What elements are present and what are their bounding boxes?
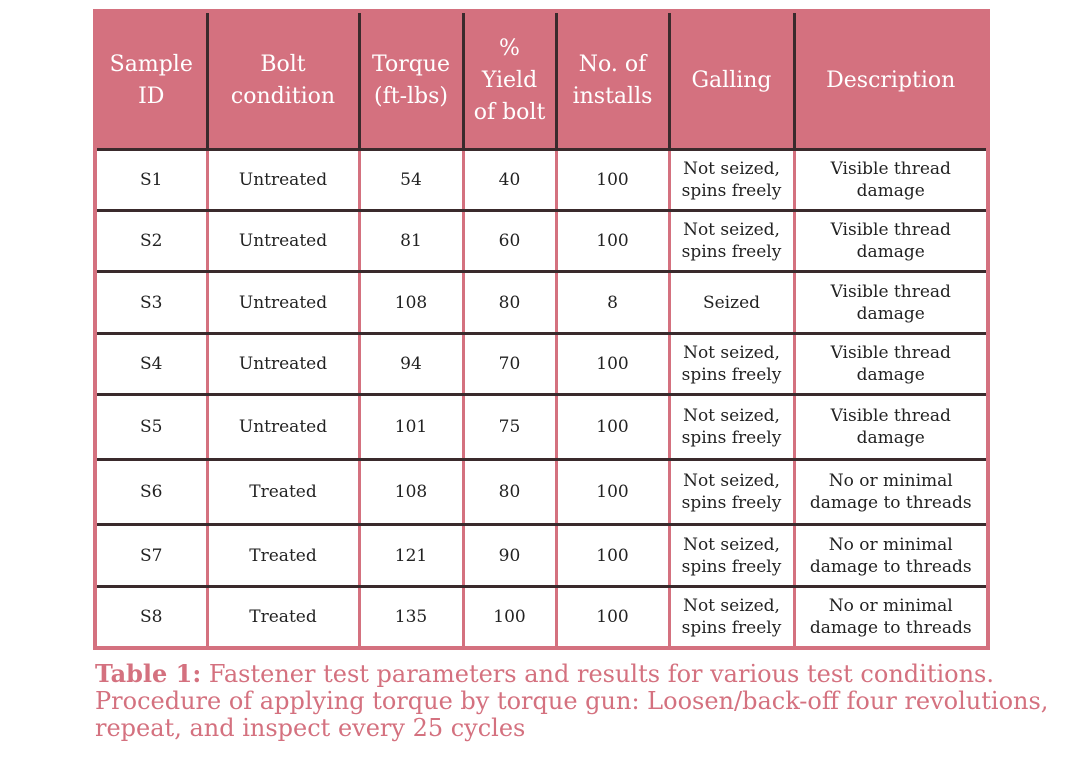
- cell-installs: 100: [556, 394, 669, 459]
- cell-galling: Not seized, spins freely: [669, 525, 794, 586]
- cell-yield: 80: [463, 460, 556, 525]
- header-yield: % Yield of bolt: [463, 11, 556, 150]
- cell-bolt-condition: Untreated: [207, 394, 359, 459]
- table-row: [95, 211, 988, 272]
- caption-label: Table 1:: [95, 659, 202, 688]
- cell-torque: 121: [359, 525, 463, 586]
- cell-torque: 81: [359, 211, 463, 272]
- cell-description: No or minimal damage to threads: [794, 460, 988, 525]
- table-row: [95, 586, 988, 648]
- cell-galling: Seized: [669, 272, 794, 333]
- cell-installs: 100: [556, 586, 669, 648]
- results-table: [93, 9, 990, 650]
- cell-description: Visible thread damage: [794, 333, 988, 394]
- cell-torque: 101: [359, 394, 463, 459]
- cell-sample-id: S8: [95, 586, 207, 648]
- cell-sample-id: S7: [95, 525, 207, 586]
- table-row: [95, 272, 988, 333]
- cell-bolt-condition: Treated: [207, 586, 359, 648]
- cell-sample-id: S4: [95, 333, 207, 394]
- cell-bolt-condition: Untreated: [207, 211, 359, 272]
- cell-description: No or minimal damage to threads: [794, 525, 988, 586]
- header-row: [95, 11, 988, 150]
- cell-torque: 108: [359, 272, 463, 333]
- table-row: [95, 394, 988, 459]
- table-caption: [95, 660, 1055, 742]
- cell-description: Visible thread damage: [794, 394, 988, 459]
- cell-galling: Not seized, spins freely: [669, 394, 794, 459]
- cell-bolt-condition: Untreated: [207, 333, 359, 394]
- cell-yield: 80: [463, 272, 556, 333]
- cell-yield: 60: [463, 211, 556, 272]
- header-galling: Galling: [669, 11, 794, 150]
- cell-sample-id: S6: [95, 460, 207, 525]
- cell-description: Visible thread damage: [794, 211, 988, 272]
- cell-installs: 100: [556, 211, 669, 272]
- cell-yield: 100: [463, 586, 556, 648]
- table-row: [95, 150, 988, 211]
- cell-galling: Not seized, spins freely: [669, 150, 794, 211]
- cell-bolt-condition: Treated: [207, 525, 359, 586]
- cell-torque: 108: [359, 460, 463, 525]
- cell-bolt-condition: Treated: [207, 460, 359, 525]
- cell-yield: 90: [463, 525, 556, 586]
- cell-installs: 100: [556, 525, 669, 586]
- header-sample-id: Sample ID: [95, 11, 207, 150]
- cell-bolt-condition: Untreated: [207, 150, 359, 211]
- cell-sample-id: S3: [95, 272, 207, 333]
- cell-galling: Not seized, spins freely: [669, 211, 794, 272]
- cell-galling: Not seized, spins freely: [669, 586, 794, 648]
- table-container: [93, 9, 986, 650]
- table-row: [95, 525, 988, 586]
- cell-installs: 8: [556, 272, 669, 333]
- cell-torque: 135: [359, 586, 463, 648]
- cell-sample-id: S1: [95, 150, 207, 211]
- cell-installs: 100: [556, 150, 669, 211]
- header-installs: No. of installs: [556, 11, 669, 150]
- header-torque: Torque (ft-lbs): [359, 11, 463, 150]
- caption-text: Fastener test parameters and results for various test conditions. Procedure of applying torque by torque gun: Loosen/back-off four revolutions, repeat, and inspect every 25 cycles: [95, 660, 1049, 742]
- table-row: [95, 333, 988, 394]
- cell-description: Visible thread damage: [794, 150, 988, 211]
- cell-torque: 54: [359, 150, 463, 211]
- cell-bolt-condition: Untreated: [207, 272, 359, 333]
- cell-installs: 100: [556, 333, 669, 394]
- cell-yield: 70: [463, 333, 556, 394]
- cell-torque: 94: [359, 333, 463, 394]
- table-row: [95, 460, 988, 525]
- cell-galling: Not seized, spins freely: [669, 333, 794, 394]
- header-bolt-condition: Bolt condition: [207, 11, 359, 150]
- cell-yield: 75: [463, 394, 556, 459]
- cell-description: Visible thread damage: [794, 272, 988, 333]
- cell-sample-id: S5: [95, 394, 207, 459]
- cell-installs: 100: [556, 460, 669, 525]
- cell-yield: 40: [463, 150, 556, 211]
- cell-description: No or minimal damage to threads: [794, 586, 988, 648]
- cell-sample-id: S2: [95, 211, 207, 272]
- header-description: Description: [794, 11, 988, 150]
- cell-galling: Not seized, spins freely: [669, 460, 794, 525]
